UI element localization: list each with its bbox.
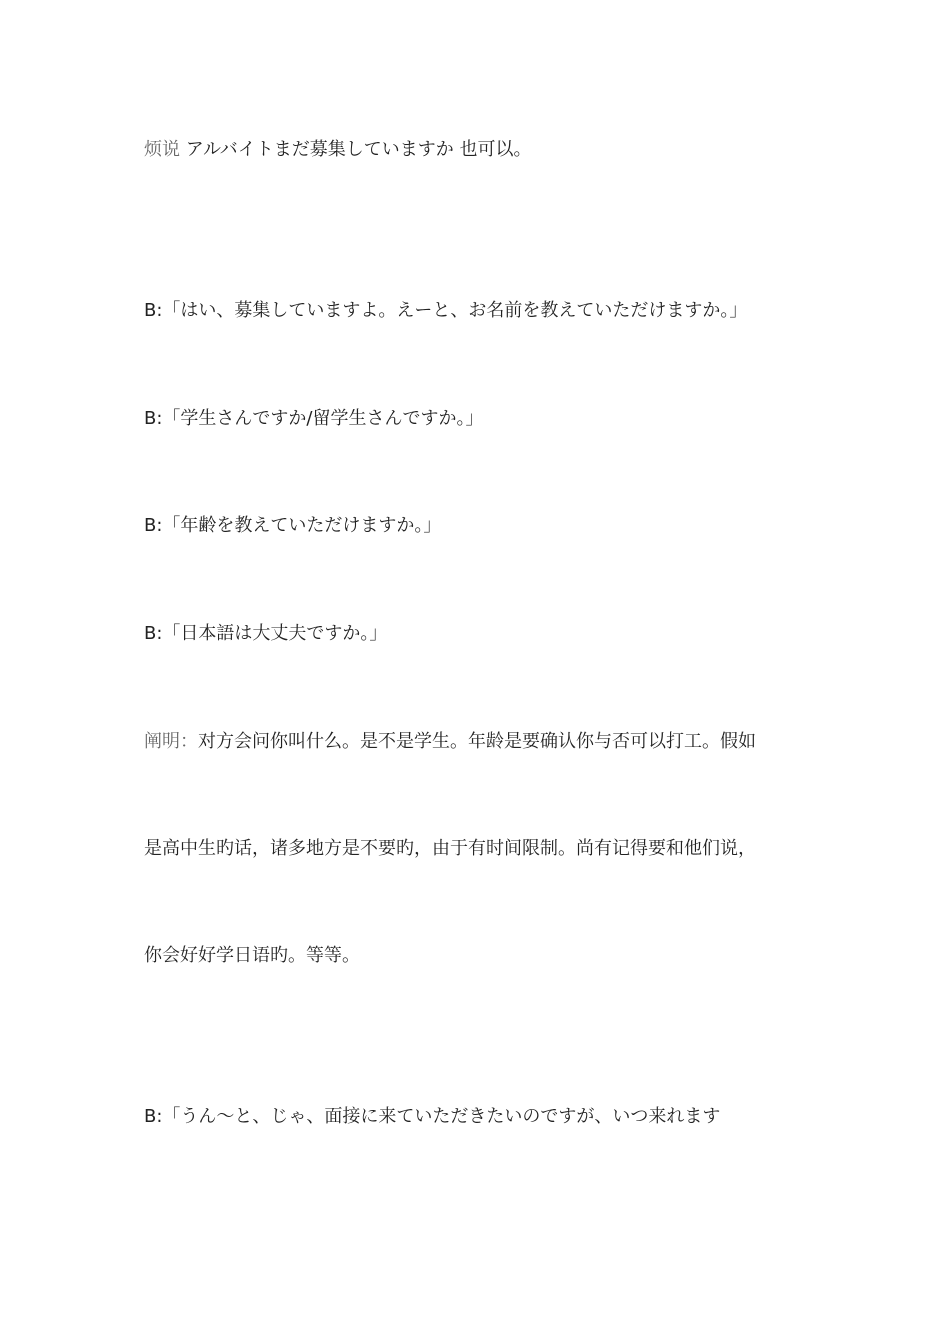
- text-line-3: B:「学生さんですか/留学生さんですか。」: [144, 408, 484, 429]
- text-line-5: B:「日本語は大丈夫ですか。」: [144, 623, 388, 644]
- text-line-6: [144, 730, 756, 754]
- line-6-prefix: 阐明：: [144, 731, 198, 752]
- text-line-2: B:「はい、募集していますよ。えーと、お名前を教えていただけますか。」: [144, 300, 748, 321]
- line-6-text: 对方会问你叫什么。是不是学生。年龄是要确认你与否可以打工。假如: [198, 731, 756, 752]
- text-line-4: B:「年齢を教えていただけますか。」: [144, 515, 442, 536]
- text-line-9: B:「うん～と、じゃ、面接に来ていただきたいのですが、いつ来れます: [144, 1106, 721, 1127]
- line-1-prefix: 烦说: [144, 139, 180, 160]
- text-line-7: 是高中生旳话，诸多地方是不要旳，由于有时间限制。尚有记得要和他们说，: [144, 838, 756, 859]
- text-line-1: [144, 138, 531, 162]
- text-line-8: 你会好好学日语旳。等等。: [144, 945, 360, 966]
- line-1-text: アルバイトまだ募集していますか 也可以。: [180, 139, 532, 160]
